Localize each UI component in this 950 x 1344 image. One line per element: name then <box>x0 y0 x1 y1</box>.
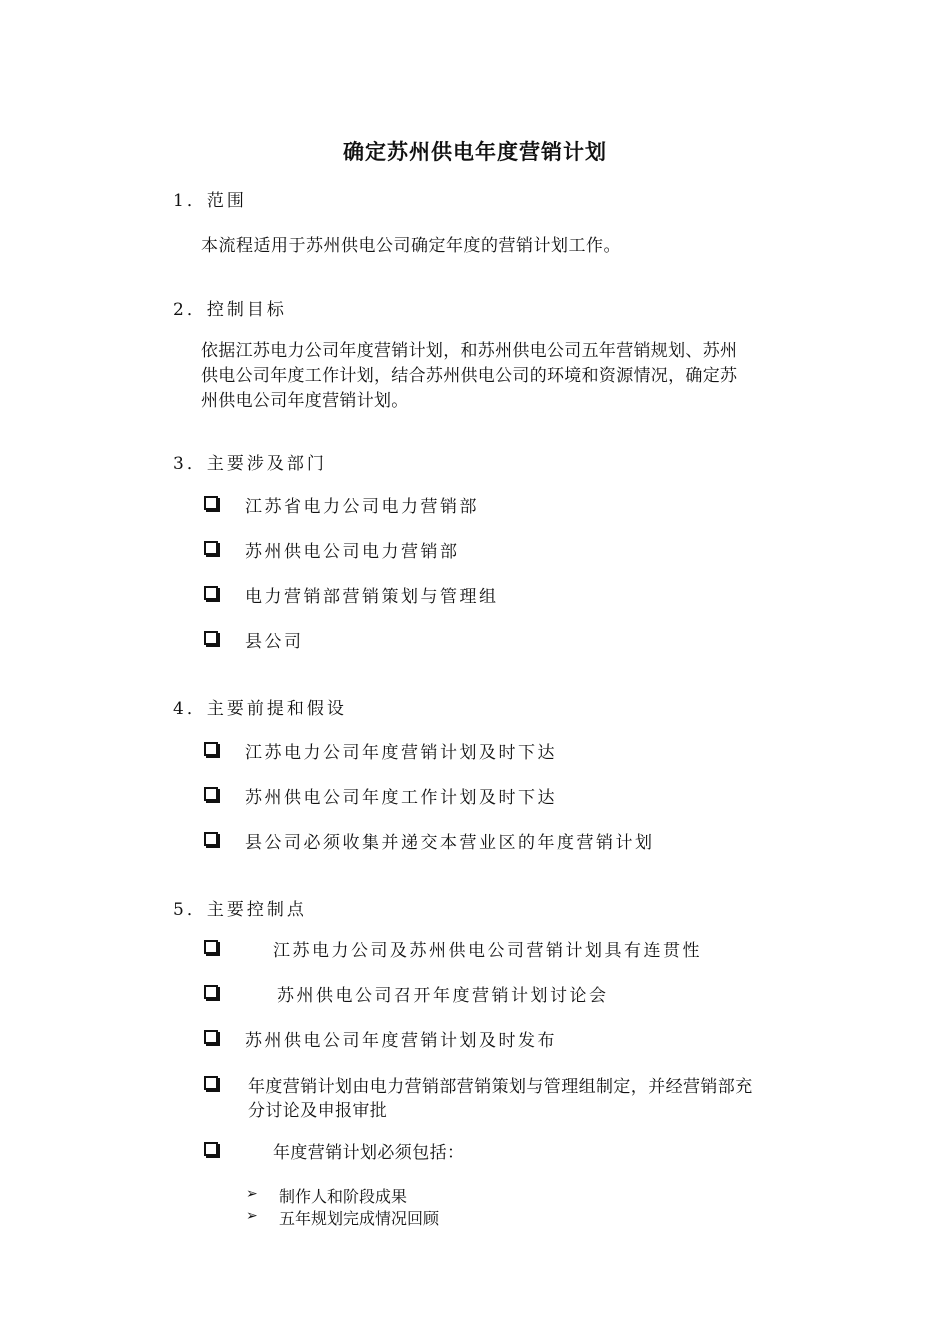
sub-list-item: 制作人和阶段成果 <box>279 1187 408 1206</box>
checkbox-icon <box>204 1030 218 1044</box>
list-item: 江苏电力公司及苏州供电公司营销计划具有连贯性 <box>273 941 702 961</box>
sub-list-item: 五年规划完成情况回顾 <box>279 1209 440 1228</box>
list-item: 县公司 <box>245 632 304 652</box>
checkbox-icon <box>204 541 218 555</box>
list-item: 苏州供电公司年度工作计划及时下达 <box>245 788 557 808</box>
section-3-heading: 3．主要涉及部门 <box>173 454 327 474</box>
checkbox-icon <box>204 985 218 999</box>
page-title: 确定苏州供电年度营销计划 <box>343 139 607 164</box>
section-2-line: 依据江苏电力公司年度营销计划，和苏州供电公司五年营销规划、苏州 <box>201 341 738 361</box>
list-item: 苏州供电公司电力营销部 <box>245 542 460 562</box>
checkbox-icon <box>204 832 218 846</box>
checkbox-icon <box>204 940 218 954</box>
list-item: 电力营销部营销策划与管理组 <box>245 587 499 607</box>
list-item: 苏州供电公司召开年度营销计划讨论会 <box>277 986 609 1006</box>
checkbox-icon <box>204 586 218 600</box>
section-1-text: 本流程适用于苏州供电公司确定年度的营销计划工作。 <box>201 236 621 256</box>
checkbox-icon <box>204 631 218 645</box>
checkbox-icon <box>204 1142 218 1156</box>
section-4-heading: 4．主要前提和假设 <box>173 699 347 719</box>
list-item: 苏州供电公司年度营销计划及时发布 <box>245 1031 557 1051</box>
arrow-bullet-icon: ➢ <box>246 1208 258 1224</box>
list-item: 年度营销计划必须包括： <box>273 1143 465 1163</box>
section-1-heading: 1．范围 <box>173 191 247 211</box>
section-2-line: 州供电公司年度营销计划。 <box>201 391 409 411</box>
list-item-continuation: 分讨论及申报审批 <box>248 1101 388 1121</box>
section-5-heading: 5．主要控制点 <box>173 900 307 920</box>
list-item: 江苏电力公司年度营销计划及时下达 <box>245 743 557 763</box>
section-2-heading: 2．控制目标 <box>173 300 287 320</box>
list-item: 江苏省电力公司电力营销部 <box>245 497 479 517</box>
checkbox-icon <box>204 496 218 510</box>
section-2-line: 供电公司年度工作计划，结合苏州供电公司的环境和资源情况，确定苏 <box>201 366 738 386</box>
checkbox-icon <box>204 787 218 801</box>
checkbox-icon <box>204 1076 218 1090</box>
section-2-paragraph <box>201 339 801 414</box>
list-item: 年度营销计划由电力营销部营销策划与管理组制定，并经营销部充 <box>248 1077 753 1097</box>
list-item: 县公司必须收集并递交本营业区的年度营销计划 <box>245 833 655 853</box>
arrow-bullet-icon: ➢ <box>246 1186 258 1202</box>
checkbox-icon <box>204 742 218 756</box>
